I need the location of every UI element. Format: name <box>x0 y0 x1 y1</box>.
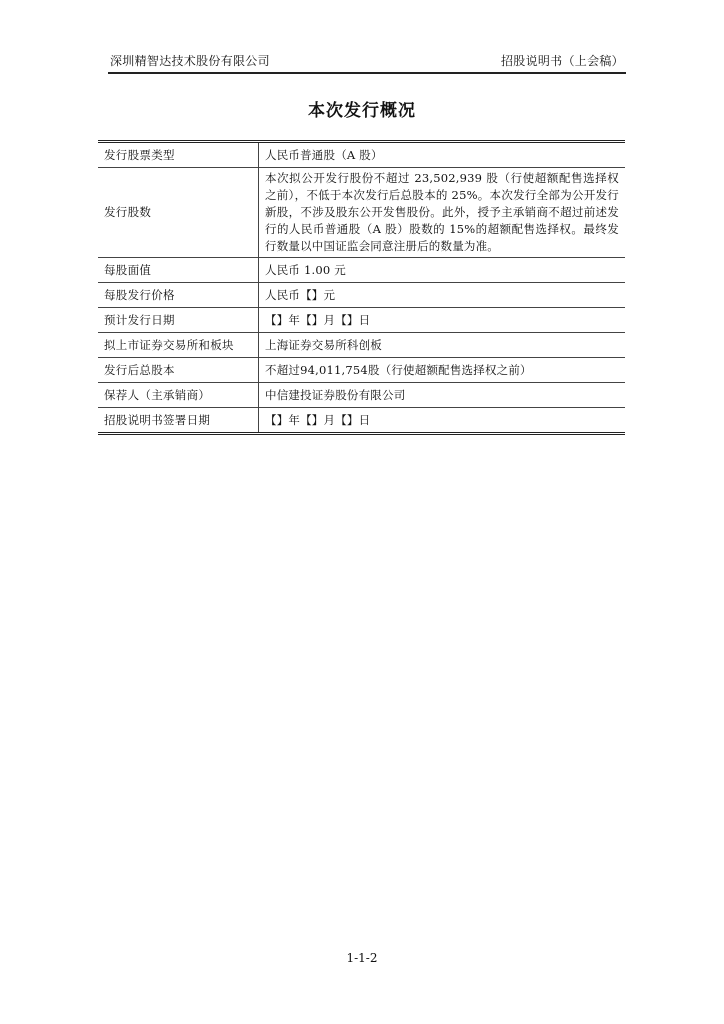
row-value: 中信建投证券股份有限公司 <box>259 383 626 408</box>
row-label: 发行股数 <box>98 168 259 258</box>
row-label: 每股发行价格 <box>98 283 259 308</box>
row-value: 人民币 1.00 元 <box>259 258 626 283</box>
table-row <box>98 408 625 434</box>
page-title: 本次发行概况 <box>308 101 416 121</box>
page-header <box>108 50 626 74</box>
row-value: 【】年【】月【】日 <box>259 308 626 333</box>
page-number: 1-1-2 <box>346 951 378 965</box>
row-label: 每股面值 <box>98 258 259 283</box>
row-value: 人民币普通股（A 股） <box>259 142 626 168</box>
row-label: 保荐人（主承销商） <box>98 383 259 408</box>
table-row <box>98 383 625 408</box>
table-row <box>98 358 625 383</box>
row-label: 预计发行日期 <box>98 308 259 333</box>
row-value: 上海证券交易所科创板 <box>259 333 626 358</box>
row-value: 人民币【】元 <box>259 283 626 308</box>
row-label: 发行后总股本 <box>98 358 259 383</box>
document-type: 招股说明书（上会稿） <box>500 54 624 68</box>
table-row <box>98 142 625 168</box>
table-row <box>98 308 625 333</box>
row-value: 不超过94,011,754股（行使超额配售选择权之前） <box>259 358 626 383</box>
company-name: 深圳精智达技术股份有限公司 <box>110 54 270 68</box>
row-label: 招股说明书签署日期 <box>98 408 259 434</box>
table-row <box>98 168 625 258</box>
row-label: 拟上市证券交易所和板块 <box>98 333 259 358</box>
row-value: 本次拟公开发行股份不超过 23,502,939 股（行使超额配售选择权之前），不低于本次发行后总股本的 25%。本次发行全部为公开发行新股，不涉及股东公开发售股份。此外，授予主承销商不超过前述发行的人民币普通股（A 股）股数的 15%的超额配售选择权。最终发行数量以中国证监会同意注册后的数量为准。 <box>259 168 626 258</box>
table-row <box>98 258 625 283</box>
table-row <box>98 283 625 308</box>
table-row <box>98 333 625 358</box>
offering-overview-table <box>98 140 625 435</box>
row-label: 发行股票类型 <box>98 142 259 168</box>
row-value: 【】年【】月【】日 <box>265 412 371 427</box>
